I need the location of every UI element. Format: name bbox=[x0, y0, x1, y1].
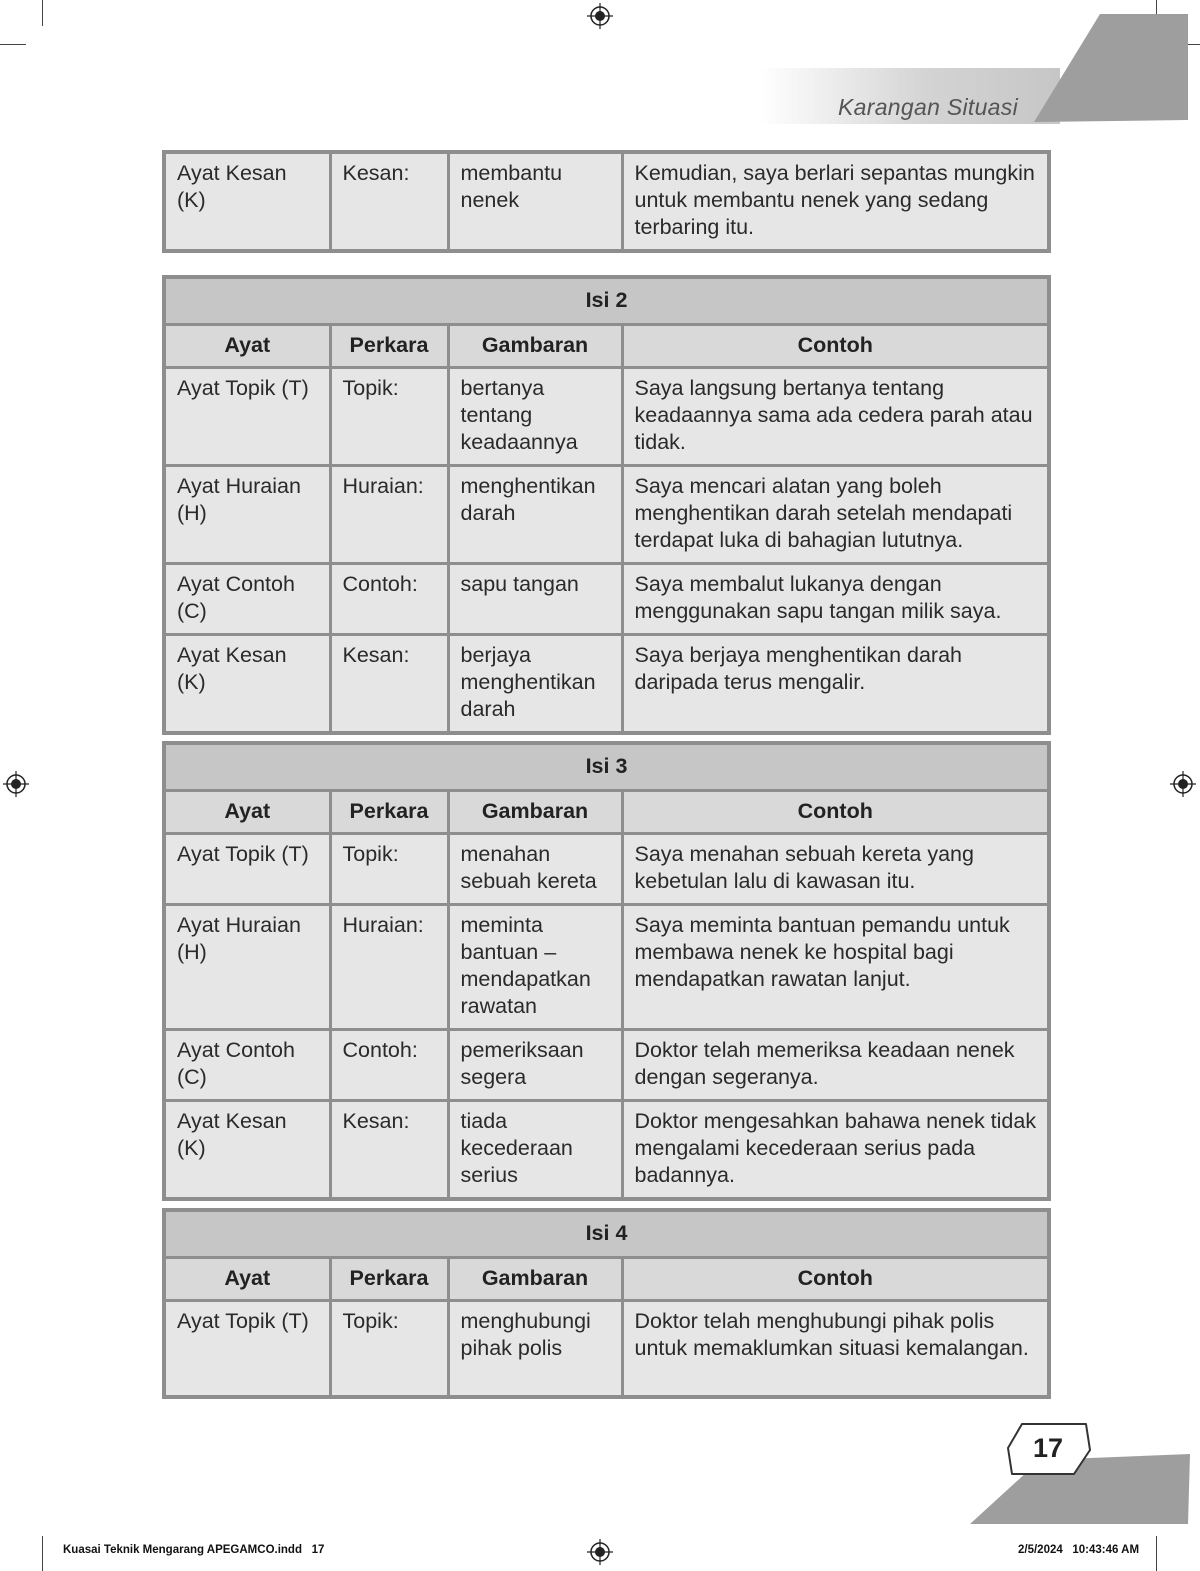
cell-contoh: Saya membalut lukanya dengan menggunakan sapu tangan milik saya. bbox=[622, 564, 1049, 635]
column-header-gambaran: Gambaran bbox=[448, 325, 622, 368]
column-header-ayat: Ayat bbox=[164, 791, 330, 834]
table-row bbox=[164, 834, 1049, 905]
column-header-perkara: Perkara bbox=[330, 1258, 448, 1301]
cell-perkara: Contoh: bbox=[330, 564, 448, 635]
cell-gambaran: meminta bantuan – mendapatkan rawatan bbox=[448, 905, 622, 1030]
table-continued-kesan bbox=[162, 150, 1051, 253]
table-row bbox=[164, 1301, 1049, 1398]
registration-mark-icon bbox=[1170, 771, 1196, 797]
registration-mark-icon bbox=[3, 771, 29, 797]
column-header-contoh: Contoh bbox=[622, 1258, 1049, 1301]
column-header-contoh: Contoh bbox=[622, 791, 1049, 834]
column-header-contoh: Contoh bbox=[622, 325, 1049, 368]
cell-gambaran: sapu tangan bbox=[448, 564, 622, 635]
table-row bbox=[164, 152, 1049, 251]
cell-ayat: Ayat Kesan (K) bbox=[164, 1101, 330, 1200]
crop-mark bbox=[0, 44, 26, 45]
cell-contoh: Saya berjaya menghentikan darah daripada terus mengalir. bbox=[622, 635, 1049, 734]
cell-ayat: Ayat Huraian (H) bbox=[164, 905, 330, 1030]
table-row bbox=[164, 1101, 1049, 1200]
cell-gambaran: menghubungi pihak polis bbox=[448, 1301, 622, 1398]
header-corner-shape bbox=[1030, 10, 1200, 125]
cell-ayat: Ayat Contoh (C) bbox=[164, 1030, 330, 1101]
footer-timestamp: 2/5/2024 10:43:46 AM bbox=[1018, 1544, 1140, 1556]
cell-gambaran: membantu nenek bbox=[448, 152, 622, 251]
cell-gambaran: tiada kecederaan serius bbox=[448, 1101, 622, 1200]
cell-contoh: Kemudian, saya berlari sepantas mungkin untuk membantu nenek yang sedang terbaring itu. bbox=[622, 152, 1049, 251]
cell-ayat: Ayat Topik (T) bbox=[164, 368, 330, 466]
cell-perkara: Kesan: bbox=[330, 1101, 448, 1200]
cell-contoh: Saya mencari alatan yang boleh menghentikan darah setelah mendapati terdapat luka di bahagian lututnya. bbox=[622, 466, 1049, 564]
header-title: Karangan Situasi bbox=[838, 94, 1018, 120]
registration-mark-icon bbox=[587, 1539, 613, 1565]
table-header-row bbox=[164, 325, 1049, 368]
table-title: Isi 4 bbox=[164, 1210, 1049, 1258]
cell-perkara: Kesan: bbox=[330, 152, 448, 251]
cell-contoh: Saya meminta bantuan pemandu untuk membawa nenek ke hospital bagi mendapatkan rawatan lanjut. bbox=[622, 905, 1049, 1030]
cell-gambaran: pemeriksaan segera bbox=[448, 1030, 622, 1101]
table-header-row bbox=[164, 791, 1049, 834]
cell-contoh: Doktor telah memeriksa keadaan nenek dengan segeranya. bbox=[622, 1030, 1049, 1101]
table-row bbox=[164, 368, 1049, 466]
column-header-gambaran: Gambaran bbox=[448, 791, 622, 834]
cell-perkara: Contoh: bbox=[330, 1030, 448, 1101]
column-header-perkara: Perkara bbox=[330, 791, 448, 834]
table-isi-3 bbox=[162, 741, 1051, 1201]
cell-perkara: Topik: bbox=[330, 368, 448, 466]
cell-perkara: Topik: bbox=[330, 1301, 448, 1398]
cell-contoh: Saya langsung bertanya tentang keadaannya sama ada cedera parah atau tidak. bbox=[622, 368, 1049, 466]
cell-perkara: Kesan: bbox=[330, 635, 448, 734]
table-row bbox=[164, 905, 1049, 1030]
cell-ayat: Ayat Kesan (K) bbox=[164, 635, 330, 734]
table-row bbox=[164, 635, 1049, 734]
cell-ayat: Ayat Huraian (H) bbox=[164, 466, 330, 564]
cell-contoh: Doktor mengesahkan bahawa nenek tidak mengalami kecederaan serius pada badannya. bbox=[622, 1101, 1049, 1200]
table-row bbox=[164, 1030, 1049, 1101]
cell-gambaran: menghentikan darah bbox=[448, 466, 622, 564]
crop-mark bbox=[42, 1536, 43, 1571]
table-title: Isi 2 bbox=[164, 277, 1049, 325]
page-number: 17 bbox=[1032, 1432, 1064, 1463]
table-row bbox=[164, 564, 1049, 635]
table-header-row bbox=[164, 1258, 1049, 1301]
column-header-gambaran: Gambaran bbox=[448, 1258, 622, 1301]
column-header-ayat: Ayat bbox=[164, 325, 330, 368]
cell-ayat: Ayat Contoh (C) bbox=[164, 564, 330, 635]
column-header-ayat: Ayat bbox=[164, 1258, 330, 1301]
cell-perkara: Huraian: bbox=[330, 466, 448, 564]
footer-filename: Kuasai Teknik Mengarang APEGAMCO.indd 17 bbox=[63, 1544, 325, 1556]
cell-perkara: Topik: bbox=[330, 834, 448, 905]
cell-ayat: Ayat Kesan (K) bbox=[164, 152, 330, 251]
column-header-perkara: Perkara bbox=[330, 325, 448, 368]
cell-ayat: Ayat Topik (T) bbox=[164, 834, 330, 905]
cell-contoh: Doktor telah menghubungi pihak polis untuk memaklumkan situasi kemalangan. bbox=[622, 1301, 1049, 1398]
cell-gambaran: berjaya menghentikan darah bbox=[448, 635, 622, 734]
cell-contoh: Saya menahan sebuah kereta yang kebetulan lalu di kawasan itu. bbox=[622, 834, 1049, 905]
table-row bbox=[164, 466, 1049, 564]
cell-ayat: Ayat Topik (T) bbox=[164, 1301, 330, 1398]
table-isi-2 bbox=[162, 275, 1051, 735]
cell-perkara: Huraian: bbox=[330, 905, 448, 1030]
cell-gambaran: menahan sebuah kereta bbox=[448, 834, 622, 905]
crop-mark bbox=[1156, 1536, 1157, 1571]
table-isi-4 bbox=[162, 1208, 1051, 1399]
table-title: Isi 3 bbox=[164, 743, 1049, 791]
cell-gambaran: bertanya tentang keadaannya bbox=[448, 368, 622, 466]
registration-mark-icon bbox=[587, 3, 613, 29]
crop-mark bbox=[42, 0, 43, 26]
